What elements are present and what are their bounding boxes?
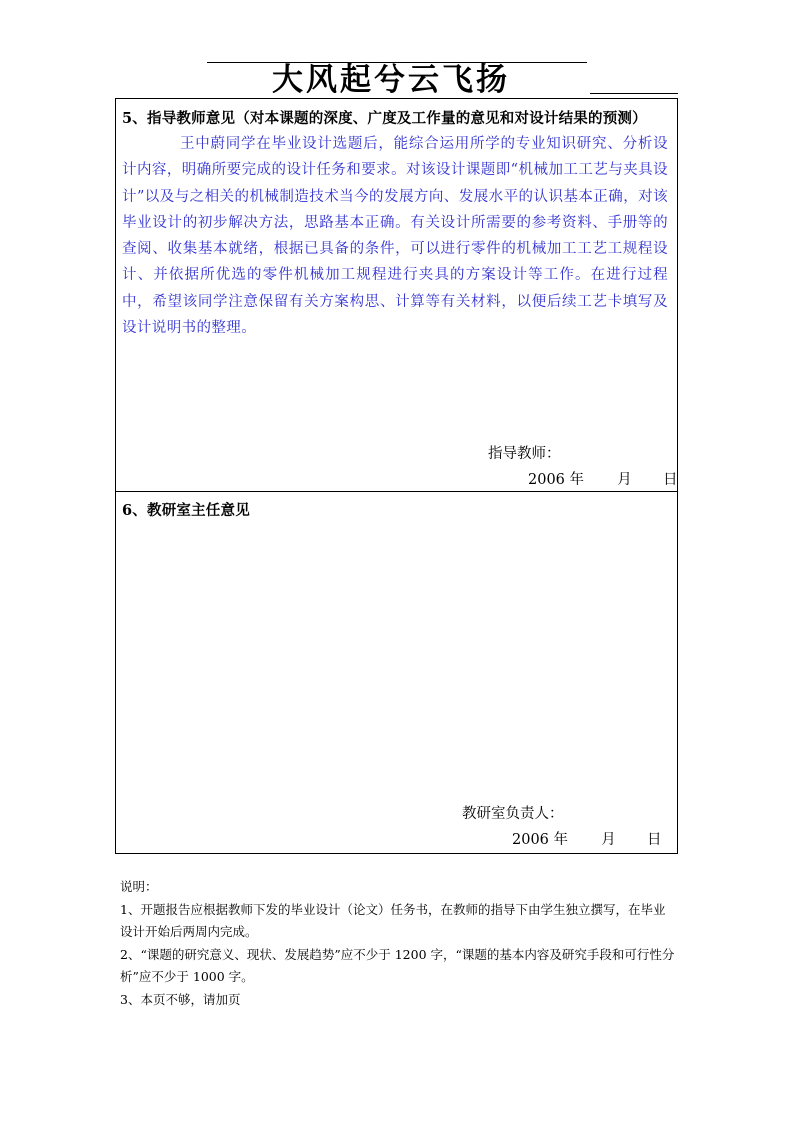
- advisor-opinion-title: [122, 107, 647, 128]
- advisor-opinion-section: [116, 99, 677, 492]
- director-opinion-title: [122, 499, 250, 520]
- advisor-date-day: 日: [662, 472, 678, 488]
- notes-heading: 说明：: [120, 879, 158, 894]
- advisor-date: [528, 468, 677, 489]
- advisor-date-month: 月: [617, 472, 632, 488]
- section-subtitle: （对本课题的深度、广度及工作量的意见和对设计结果的预测）: [235, 110, 647, 127]
- advisor-date-year: 2006 年: [528, 472, 585, 488]
- note-item-1: 1、开题报告应根据教师下发的毕业设计（论文）任务书，在教师的指导下由学生独立撰写，在毕业设计开始后两周内完成。: [120, 901, 666, 939]
- form-table: [115, 98, 678, 854]
- header-banner: 大风起兮云飞扬: [272, 62, 510, 98]
- section-title: 指导教师意见: [147, 110, 236, 127]
- note-item-3: 3、本页不够，请加页: [120, 991, 241, 1007]
- note-item-2: 2、“课题的研究意义、现状、发展趋势”应不少于 1200 字，“课题的基本内容及研究手段和可行性分析”应不少于 1000 字。: [120, 946, 675, 984]
- director-signature-label: 教研室负责人：: [462, 806, 564, 822]
- section-number: 6、: [122, 502, 147, 519]
- director-date: [512, 828, 661, 849]
- banner-rule: [590, 93, 678, 94]
- section-number: 5、: [122, 110, 147, 127]
- advisor-signature-label: 指导教师：: [488, 446, 561, 462]
- director-date-year: 2006 年: [512, 832, 569, 848]
- director-date-day: 日: [646, 832, 662, 848]
- advisor-comment: 王中蔚同学在毕业设计选题后，能综合运用所学的专业知识研究、分析设计内容，明确所要完成的设计任务和要求。对该设计课题即“机械加工工艺与夹具设计”以及与之相关的机械制造技术当今的发展方向、发展水平的认识基本正确，对该毕业设计的初步解决方法，思路基本正确。有关设计所需要的参考资料、手册等的查阅、收集基本就绪，根据已具备的条件，可以进行零件的机械加工工艺工规程设计、并依据所优选的零件机械加工规程进行夹具的方案设计等工作。在进行过程中，希望该同学注意保留有关方案构思、计算等有关材料，以便后续工艺卡填写及设计说明书的整理。: [122, 136, 668, 337]
- section-title: 教研室主任意见: [147, 502, 250, 519]
- director-opinion-section: [116, 492, 677, 853]
- notes: [120, 876, 676, 1011]
- director-date-month: 月: [601, 832, 616, 848]
